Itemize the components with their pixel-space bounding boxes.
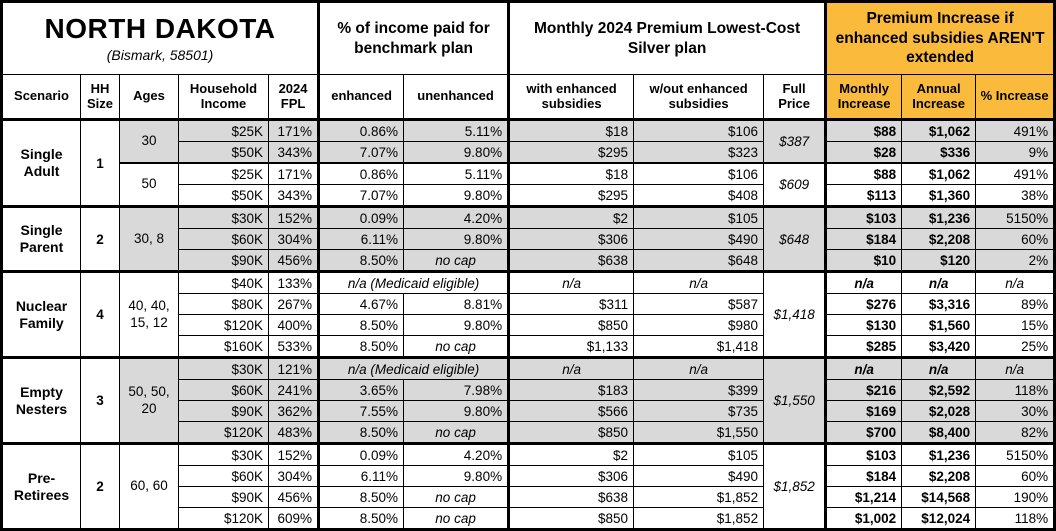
without-subsidies-premium-cell: $587 xyxy=(634,294,764,315)
with-subsidies-premium-cell: $295 xyxy=(509,185,634,207)
fpl-cell: 483% xyxy=(269,422,319,444)
monthly-increase-cell: $28 xyxy=(826,142,902,164)
monthly-increase-cell: $88 xyxy=(826,120,902,142)
unenhanced-pct-cell: 9.80% xyxy=(404,466,509,487)
pct-increase-cell: 89% xyxy=(976,294,1055,315)
with-subsidies-premium-cell: $566 xyxy=(509,401,634,422)
ages-cell: 60, 60 xyxy=(120,444,179,530)
scenario-cell: Empty Nesters xyxy=(2,358,81,444)
annual-increase-cell: $3,420 xyxy=(902,336,976,358)
pct-increase-cell: 118% xyxy=(976,508,1055,530)
scenario-cell: Nuclear Family xyxy=(2,272,81,358)
annual-increase-cell: $8,400 xyxy=(902,422,976,444)
pct-increase-cell: n/a xyxy=(976,358,1055,380)
increase-group-header: Premium Increase if enhanced subsidies AREN'T extended xyxy=(826,2,1055,75)
unenhanced-pct-cell: no cap xyxy=(404,336,509,358)
without-subsidies-premium-cell: n/a xyxy=(634,358,764,380)
fpl-cell: 362% xyxy=(269,401,319,422)
col-header-with-subsidies: with enhanced subsidies xyxy=(509,75,634,120)
monthly-increase-cell: $216 xyxy=(826,380,902,401)
unenhanced-pct-cell: 9.80% xyxy=(404,401,509,422)
enhanced-pct-cell: 7.55% xyxy=(319,401,404,422)
col-header-household-income: Household Income xyxy=(179,75,269,120)
income-cell: $90K xyxy=(179,401,269,422)
medicaid-na-cell: n/a (Medicaid eligible) xyxy=(319,272,509,294)
annual-increase-cell: $1,236 xyxy=(902,207,976,229)
with-subsidies-premium-cell: n/a xyxy=(509,272,634,294)
without-subsidies-premium-cell: $1,852 xyxy=(634,487,764,508)
with-subsidies-premium-cell: $2 xyxy=(509,207,634,229)
enhanced-pct-cell: 0.86% xyxy=(319,120,404,142)
unenhanced-pct-cell: 5.11% xyxy=(404,163,509,185)
unenhanced-pct-cell: no cap xyxy=(404,487,509,508)
monthly-increase-cell: $130 xyxy=(826,315,902,336)
without-subsidies-premium-cell: $105 xyxy=(634,444,764,466)
income-cell: $60K xyxy=(179,466,269,487)
without-subsidies-premium-cell: $735 xyxy=(634,401,764,422)
fpl-cell: 121% xyxy=(269,358,319,380)
annual-increase-cell: $1,560 xyxy=(902,315,976,336)
income-cell: $50K xyxy=(179,185,269,207)
enhanced-pct-cell: 8.50% xyxy=(319,487,404,508)
pct-increase-cell: 38% xyxy=(976,185,1055,207)
without-subsidies-premium-cell: n/a xyxy=(634,272,764,294)
without-subsidies-premium-cell: $106 xyxy=(634,163,764,185)
fpl-cell: 456% xyxy=(269,487,319,508)
monthly-increase-cell: $103 xyxy=(826,207,902,229)
with-subsidies-premium-cell: $2 xyxy=(509,444,634,466)
annual-increase-cell: $2,208 xyxy=(902,466,976,487)
monthly-increase-cell: $88 xyxy=(826,163,902,185)
monthly-increase-cell: $184 xyxy=(826,229,902,250)
pct-increase-cell: 82% xyxy=(976,422,1055,444)
monthly-increase-cell: $113 xyxy=(826,185,902,207)
income-cell: $60K xyxy=(179,229,269,250)
col-header-without-subsidies: w/out enhanced subsidies xyxy=(634,75,764,120)
enhanced-pct-cell: 7.07% xyxy=(319,185,404,207)
income-cell: $40K xyxy=(179,272,269,294)
ages-cell: 40, 40, 15, 12 xyxy=(120,272,179,358)
hh-size-cell: 4 xyxy=(81,272,120,358)
fpl-cell: 133% xyxy=(269,272,319,294)
with-subsidies-premium-cell: n/a xyxy=(509,358,634,380)
pct-increase-cell: 491% xyxy=(976,163,1055,185)
with-subsidies-premium-cell: $1,133 xyxy=(509,336,634,358)
with-subsidies-premium-cell: $311 xyxy=(509,294,634,315)
unenhanced-pct-cell: 9.80% xyxy=(404,185,509,207)
fpl-cell: 343% xyxy=(269,142,319,164)
unenhanced-pct-cell: 4.20% xyxy=(404,207,509,229)
pct-increase-cell: 9% xyxy=(976,142,1055,164)
col-header-enhanced: enhanced xyxy=(319,75,404,120)
col-header-fpl: 2024 FPL xyxy=(269,75,319,120)
annual-increase-cell: $1,360 xyxy=(902,185,976,207)
unenhanced-pct-cell: no cap xyxy=(404,422,509,444)
annual-increase-cell: $2,028 xyxy=(902,401,976,422)
hh-size-cell: 1 xyxy=(81,120,120,207)
without-subsidies-premium-cell: $648 xyxy=(634,250,764,272)
pct-increase-cell: n/a xyxy=(976,272,1055,294)
income-cell: $60K xyxy=(179,380,269,401)
full-price-cell: $1,418 xyxy=(764,272,826,358)
unenhanced-pct-cell: 7.98% xyxy=(404,380,509,401)
fpl-cell: 456% xyxy=(269,250,319,272)
annual-increase-cell: $120 xyxy=(902,250,976,272)
fpl-cell: 171% xyxy=(269,163,319,185)
pct-increase-cell: 30% xyxy=(976,401,1055,422)
with-subsidies-premium-cell: $638 xyxy=(509,487,634,508)
fpl-cell: 400% xyxy=(269,315,319,336)
income-cell: $25K xyxy=(179,120,269,142)
income-cell: $30K xyxy=(179,358,269,380)
pct-increase-cell: 15% xyxy=(976,315,1055,336)
enhanced-pct-cell: 7.07% xyxy=(319,142,404,164)
annual-increase-cell: $1,062 xyxy=(902,120,976,142)
full-price-cell: $609 xyxy=(764,163,826,207)
enhanced-pct-cell: 8.50% xyxy=(319,508,404,530)
full-price-cell: $648 xyxy=(764,207,826,272)
unenhanced-pct-cell: no cap xyxy=(404,508,509,530)
ages-cell: 30, 8 xyxy=(120,207,179,272)
with-subsidies-premium-cell: $183 xyxy=(509,380,634,401)
income-cell: $160K xyxy=(179,336,269,358)
col-header-ages: Ages xyxy=(120,75,179,120)
hh-size-cell: 2 xyxy=(81,444,120,530)
fpl-cell: 267% xyxy=(269,294,319,315)
hh-size-cell: 3 xyxy=(81,358,120,444)
table-body xyxy=(2,120,1055,530)
pct-increase-cell: 491% xyxy=(976,120,1055,142)
full-price-cell: $1,550 xyxy=(764,358,826,444)
col-header-unenhanced: unenhanced xyxy=(404,75,509,120)
col-header-pct-increase: % Increase xyxy=(976,75,1055,120)
with-subsidies-premium-cell: $295 xyxy=(509,142,634,164)
monthly-increase-cell: $700 xyxy=(826,422,902,444)
col-header-monthly-increase: Monthly Increase xyxy=(826,75,902,120)
unenhanced-pct-cell: 9.80% xyxy=(404,142,509,164)
full-price-cell: $1,852 xyxy=(764,444,826,530)
col-header-annual-increase: Annual Increase xyxy=(902,75,976,120)
without-subsidies-premium-cell: $106 xyxy=(634,120,764,142)
scenario-cell: Single Parent xyxy=(2,207,81,272)
annual-increase-cell: $3,316 xyxy=(902,294,976,315)
fpl-cell: 533% xyxy=(269,336,319,358)
pct-increase-cell: 2% xyxy=(976,250,1055,272)
pct-increase-cell: 190% xyxy=(976,487,1055,508)
hh-size-cell: 2 xyxy=(81,207,120,272)
without-subsidies-premium-cell: $490 xyxy=(634,229,764,250)
pct-increase-cell: 5150% xyxy=(976,207,1055,229)
monthly-increase-cell: $184 xyxy=(826,466,902,487)
without-subsidies-premium-cell: $1,852 xyxy=(634,508,764,530)
monthly-increase-cell: $1,214 xyxy=(826,487,902,508)
enhanced-pct-cell: 0.86% xyxy=(319,163,404,185)
monthly-increase-cell: $276 xyxy=(826,294,902,315)
monthly-increase-cell: $10 xyxy=(826,250,902,272)
monthly-increase-cell: $285 xyxy=(826,336,902,358)
income-cell: $25K xyxy=(179,163,269,185)
annual-increase-cell: $336 xyxy=(902,142,976,164)
income-cell: $120K xyxy=(179,422,269,444)
income-cell: $80K xyxy=(179,294,269,315)
fpl-cell: 152% xyxy=(269,207,319,229)
without-subsidies-premium-cell: $408 xyxy=(634,185,764,207)
fpl-cell: 241% xyxy=(269,380,319,401)
with-subsidies-premium-cell: $850 xyxy=(509,508,634,530)
pct-increase-cell: 5150% xyxy=(976,444,1055,466)
without-subsidies-premium-cell: $399 xyxy=(634,380,764,401)
enhanced-pct-cell: 8.50% xyxy=(319,315,404,336)
fpl-cell: 609% xyxy=(269,508,319,530)
with-subsidies-premium-cell: $638 xyxy=(509,250,634,272)
benchmark-group-header: % of income paid for benchmark plan xyxy=(319,2,509,75)
with-subsidies-premium-cell: $18 xyxy=(509,163,634,185)
with-subsidies-premium-cell: $850 xyxy=(509,315,634,336)
fpl-cell: 304% xyxy=(269,466,319,487)
state-title: NORTH DAKOTA xyxy=(44,13,276,45)
full-price-cell: $387 xyxy=(764,120,826,164)
annual-increase-cell: $2,208 xyxy=(902,229,976,250)
without-subsidies-premium-cell: $490 xyxy=(634,466,764,487)
annual-increase-cell: $12,024 xyxy=(902,508,976,530)
without-subsidies-premium-cell: $1,550 xyxy=(634,422,764,444)
income-cell: $30K xyxy=(179,444,269,466)
col-header-hh-size: HH Size xyxy=(81,75,120,120)
with-subsidies-premium-cell: $18 xyxy=(509,120,634,142)
with-subsidies-premium-cell: $306 xyxy=(509,466,634,487)
unenhanced-pct-cell: no cap xyxy=(404,250,509,272)
monthly-increase-cell: $1,002 xyxy=(826,508,902,530)
scenario-cell: Single Adult xyxy=(2,120,81,207)
with-subsidies-premium-cell: $306 xyxy=(509,229,634,250)
pct-increase-cell: 25% xyxy=(976,336,1055,358)
fpl-cell: 304% xyxy=(269,229,319,250)
with-subsidies-premium-cell: $850 xyxy=(509,422,634,444)
ages-cell: 50, 50, 20 xyxy=(120,358,179,444)
income-cell: $90K xyxy=(179,250,269,272)
location-subtitle: (Bismark, 58501) xyxy=(106,46,214,63)
fpl-cell: 171% xyxy=(269,120,319,142)
monthly-increase-cell: $169 xyxy=(826,401,902,422)
enhanced-pct-cell: 8.50% xyxy=(319,250,404,272)
pct-increase-cell: 118% xyxy=(976,380,1055,401)
annual-increase-cell: $1,062 xyxy=(902,163,976,185)
enhanced-pct-cell: 3.65% xyxy=(319,380,404,401)
ages-cell: 30 xyxy=(120,120,179,164)
without-subsidies-premium-cell: $105 xyxy=(634,207,764,229)
without-subsidies-premium-cell: $1,418 xyxy=(634,336,764,358)
enhanced-pct-cell: 0.09% xyxy=(319,444,404,466)
without-subsidies-premium-cell: $980 xyxy=(634,315,764,336)
scenario-cell: Pre-Retirees xyxy=(2,444,81,530)
monthly-increase-cell: $103 xyxy=(826,444,902,466)
enhanced-pct-cell: 0.09% xyxy=(319,207,404,229)
fpl-cell: 343% xyxy=(269,185,319,207)
col-header-scenario: Scenario xyxy=(2,75,81,120)
income-cell: $30K xyxy=(179,207,269,229)
annual-increase-cell: n/a xyxy=(902,272,976,294)
annual-increase-cell: $1,236 xyxy=(902,444,976,466)
enhanced-pct-cell: 4.67% xyxy=(319,294,404,315)
table-title xyxy=(2,2,319,75)
unenhanced-pct-cell: 9.80% xyxy=(404,315,509,336)
unenhanced-pct-cell: 8.81% xyxy=(404,294,509,315)
enhanced-pct-cell: 6.11% xyxy=(319,229,404,250)
unenhanced-pct-cell: 9.80% xyxy=(404,229,509,250)
annual-increase-cell: $14,568 xyxy=(902,487,976,508)
annual-increase-cell: n/a xyxy=(902,358,976,380)
annual-increase-cell: $2,592 xyxy=(902,380,976,401)
income-cell: $120K xyxy=(179,508,269,530)
medicaid-na-cell: n/a (Medicaid eligible) xyxy=(319,358,509,380)
income-cell: $50K xyxy=(179,142,269,164)
col-header-full-price: Full Price xyxy=(764,75,826,120)
ages-cell: 50 xyxy=(120,163,179,207)
income-cell: $120K xyxy=(179,315,269,336)
pct-increase-cell: 60% xyxy=(976,229,1055,250)
monthly-increase-cell: n/a xyxy=(826,358,902,380)
enhanced-pct-cell: 8.50% xyxy=(319,336,404,358)
monthly-increase-cell: n/a xyxy=(826,272,902,294)
premium-group-header: Monthly 2024 Premium Lowest-Cost Silver plan xyxy=(509,2,826,75)
pct-increase-cell: 60% xyxy=(976,466,1055,487)
enhanced-pct-cell: 8.50% xyxy=(319,422,404,444)
without-subsidies-premium-cell: $323 xyxy=(634,142,764,164)
income-cell: $90K xyxy=(179,487,269,508)
fpl-cell: 152% xyxy=(269,444,319,466)
unenhanced-pct-cell: 5.11% xyxy=(404,120,509,142)
unenhanced-pct-cell: 4.20% xyxy=(404,444,509,466)
enhanced-pct-cell: 6.11% xyxy=(319,466,404,487)
